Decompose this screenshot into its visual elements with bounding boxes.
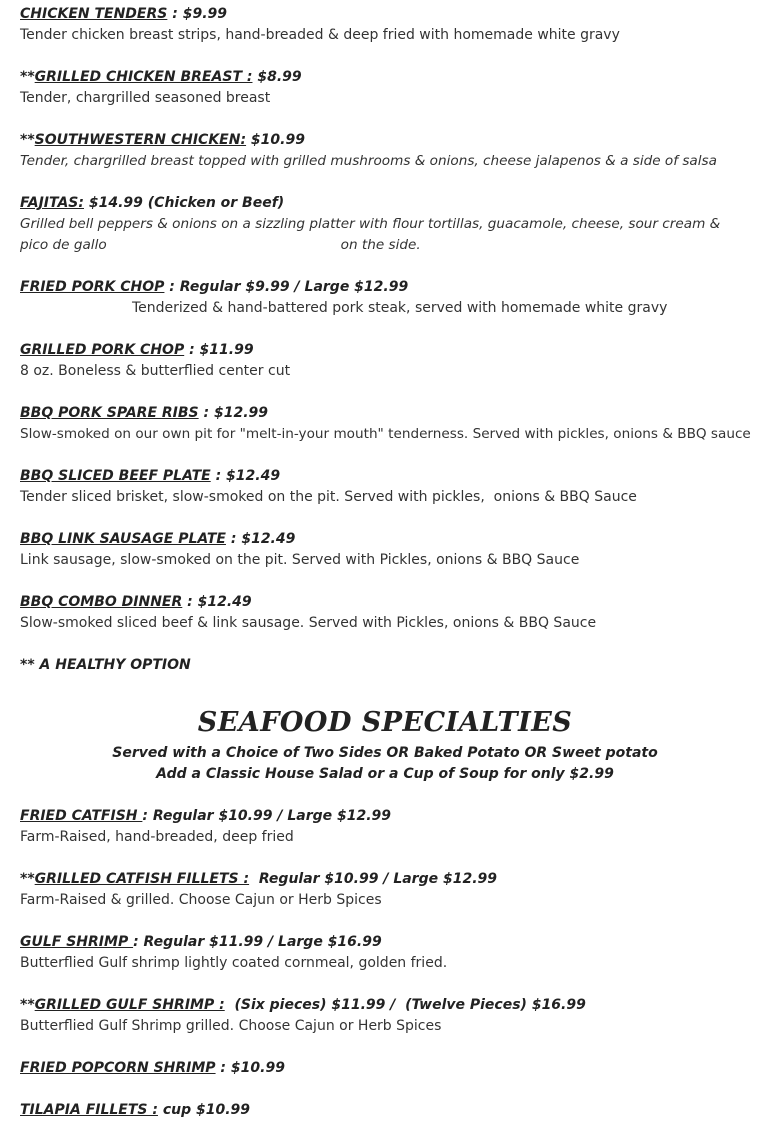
item-price: : $12.49 [182,594,252,610]
item-name: BBQ COMBO DINNER [20,594,183,610]
item-title [20,932,750,953]
menu-item-grilled-catfish-fillets [20,869,750,911]
item-description: Slow-smoked on our own pit for "melt-in-your mouth" tenderness. Served with pickles, onions & BBQ sauce [20,426,751,442]
menu-page [20,4,750,1128]
item-title [20,466,750,487]
item-price: cup $10.99 [157,1102,251,1118]
item-name: GULF SHRIMP [20,934,134,950]
item-name: FRIED CATFISH [20,808,143,824]
item-description [20,214,750,256]
item-description [20,298,750,319]
item-title [20,67,750,88]
item-name: TILAPIA FILLETS : [20,1102,158,1118]
menu-item-bbq-combo-dinner [20,592,750,634]
item-prefix: ** [20,997,35,1013]
menu-item-grilled-gulf-shrimp [20,995,750,1037]
menu-item-fajitas [20,193,750,256]
item-description: Link sausage, slow-smoked on the pit. Served with Pickles, onions & BBQ Sauce [20,552,580,568]
item-title [20,995,750,1016]
item-title [20,4,750,25]
item-price: : $11.99 [184,342,254,358]
item-description: Tender, chargrilled seasoned breast [20,90,271,106]
item-title [20,130,750,151]
item-title [20,277,750,298]
item-title [20,1058,750,1079]
item-price: : Regular $10.99 / Large $12.99 [142,808,392,824]
menu-item-grilled-chicken-breast [20,67,750,109]
item-name: GRILLED CHICKEN BREAST : [34,69,253,85]
item-description-text: Tenderized & hand-battered pork steak, served with homemade white gravy [132,300,668,316]
item-description: Butterflied Gulf shrimp lightly coated cornmeal, golden fried. [20,955,448,971]
item-description: Farm-Raised & grilled. Choose Cajun or Herb Spices [20,892,382,908]
item-description: 8 oz. Boneless & butterflied center cut [20,363,291,379]
item-price: : Regular $11.99 / Large $16.99 [133,934,382,950]
menu-item-grilled-pork-chop [20,340,750,382]
item-prefix: ** [20,69,35,85]
item-name: CHICKEN TENDERS [20,6,168,22]
item-name: BBQ PORK SPARE RIBS [20,405,199,421]
item-name: FRIED PORK CHOP [20,279,165,295]
item-name: GRILLED CATFISH FILLETS : [34,871,250,887]
section-subtitle: Add a Classic House Salad or a Cup of Soup for only $2.99 [156,766,614,782]
item-description-tail: on the side. [340,237,421,253]
item-name: FRIED POPCORN SHRIMP [20,1060,216,1076]
section-subtitle: Served with a Choice of Two Sides OR Baked Potato OR Sweet potato [112,745,658,761]
menu-item-bbq-pork-spare-ribs [20,403,750,445]
item-description: Tender, chargrilled breast topped with grilled mushrooms & onions, cheese jalapenos & a side of salsa [20,153,717,169]
menu-item-fried-popcorn-shrimp [20,1058,750,1079]
item-description: Slow-smoked sliced beef & link sausage. Served with Pickles, onions & BBQ Sauce [20,615,597,631]
item-price: (Six pieces) $11.99 / (Twelve Pieces) $16.99 [224,997,586,1013]
item-title [20,340,750,361]
item-description-main: Grilled bell peppers & onions on a sizzling platter with flour tortillas, guacamole, cheese, sour cream & pico de gallo [20,216,721,253]
item-title [20,193,750,214]
item-name: BBQ SLICED BEEF PLATE [20,468,211,484]
item-price: : Regular $9.99 / Large $12.99 [164,279,409,295]
item-title [20,592,750,613]
item-description: Butterflied Gulf Shrimp grilled. Choose Cajun or Herb Spices [20,1018,442,1034]
item-title [20,403,750,424]
item-price: : $10.99 [215,1060,285,1076]
item-title [20,529,750,550]
item-prefix: ** [20,871,35,887]
item-price: : $12.49 [210,468,281,484]
item-price: $8.99 [252,69,302,85]
menu-item-bbq-link-sausage-plate [20,529,750,571]
section-heading-seafood: SEAFOOD SPECIALTIES [197,707,573,738]
menu-item-bbq-sliced-beef-plate [20,466,750,508]
healthy-option-note: ** A HEALTHY OPTION [20,657,191,673]
item-description: Farm-Raised, hand-breaded, deep fried [20,829,294,845]
item-title [20,1100,750,1121]
item-prefix: ** [20,132,35,148]
menu-item-tilapia-fillets [20,1100,750,1121]
item-description: Tender sliced brisket, slow-smoked on the pit. Served with pickles, onions & BBQ Sauce [20,489,637,505]
menu-item-chicken-tenders [20,4,750,46]
item-name: GRILLED GULF SHRIMP : [34,997,225,1013]
item-name: BBQ LINK SAUSAGE PLATE [20,531,226,547]
item-title [20,806,750,827]
item-name: FAJITAS: [20,195,84,211]
item-name: GRILLED PORK CHOP [20,342,185,358]
item-price: : $9.99 [167,6,227,22]
menu-item-southwestern-chicken [20,130,750,172]
item-price: $10.99 [246,132,305,148]
menu-item-fried-pork-chop [20,277,750,319]
item-description: Tender chicken breast strips, hand-breaded & deep fried with homemade white gravy [20,27,620,43]
menu-item-gulf-shrimp [20,932,750,974]
item-price: : $12.49 [225,531,296,547]
menu-item-fried-catfish [20,806,750,848]
item-name: SOUTHWESTERN CHICKEN: [34,132,247,148]
item-title [20,869,750,890]
item-price: : $12.99 [198,405,269,421]
item-price: $14.99 (Chicken or Beef) [84,195,285,211]
item-price: Regular $10.99 / Large $12.99 [249,871,498,887]
